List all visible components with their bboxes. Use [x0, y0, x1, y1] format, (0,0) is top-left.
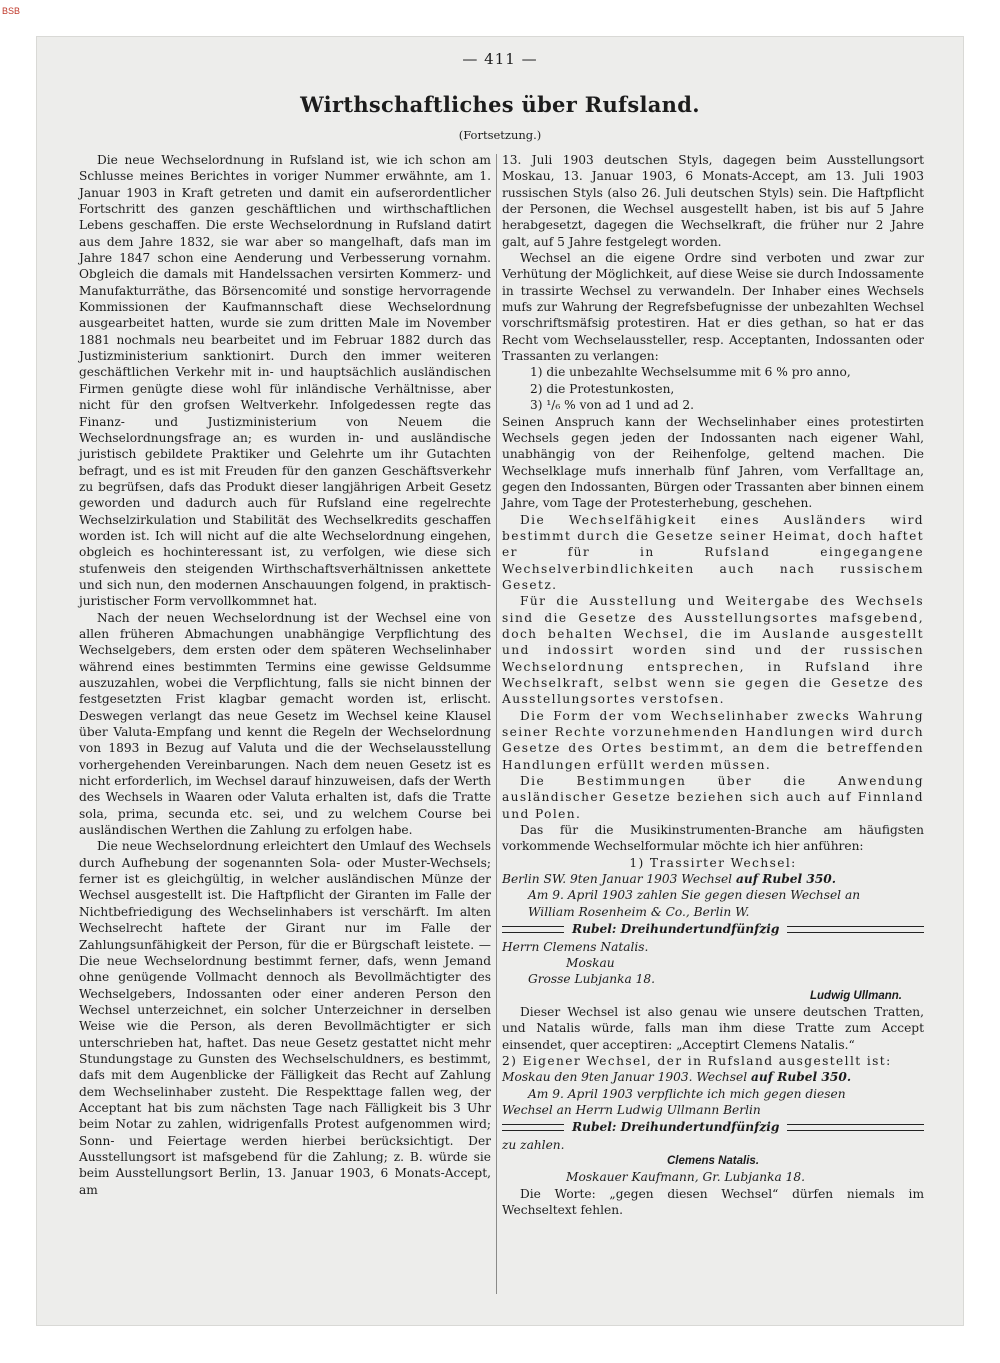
bill-line: [502, 1069, 924, 1085]
paragraph: Nach der neuen Wechselordnung ist der Wechsel eine von allen früheren Abmachungen unabhängige Verpflichtung des Wechselgebers, dem ersten oder dem späteren Wechselinhaber während eines bestimmten Termins eine gewisse Geldsumme auszuzahlen, wobei die Verpflichtung, falls sie nicht binnen der festgesetzten Frist klagbar gemacht worden ist, erlischt. Deswegen verlangt das neue Gesetz im Wechsel keine Klausel über Valuta-Empfang und kennt die Regeln der Wechselordnung von 1893 in Bezug auf Valuta und die der Wechselausstellung vorhergehenden Vereinbarungen. Nach dem neuen Gesetz ist es nicht erforderlich, im Wechsel darauf hinzuweisen, dafs der Werth des Wechsels in Waaren oder Valuta erhalten ist, dafs die Tratte sola, prima, secunda etc. sei, und zu welchem Course bei ausländischen Werthen die Zahlung zu erfolgen habe.: [79, 610, 491, 838]
bill-line: Am 9. April 1903 zahlen Sie gegen diesen Wechsel an: [528, 888, 861, 903]
column-divider: [496, 154, 497, 1294]
paragraph: Seinen Anspruch kann der Wechselinhaber eines protestirten Wechsels gegen jeden der Indossanten nach eigener Wahl, unabhängig von der Reihenfolge, geltend machen. Die Wechselklage mufs innerhalb fünf Jahren, vom Verfalltage an, gegen den Indossanten, Bürgen oder Trassanten aber binnen einem Jahre, vom Tage der Protesterhebung, geschehen.: [502, 414, 924, 511]
paragraph: 13. Juli 1903 deutschen Styls, dagegen beim Ausstellungsort Moskau, 13. Januar 1903, 6 Monats-Accept, am 13. Juli 1903 russischen Styls (also 26. Juli deutschen Styls) sein. Die Haftpflicht der Personen, die Wechsel ausgestellt haben, ist bis auf 5 Jahre herabgesetzt, dagegen die Wechselkraft, die früher nur 2 Jahre galt, auf 5 Jahre festgelegt worden.: [502, 153, 924, 249]
amount-in-words: [502, 921, 924, 937]
form-heading: 1) Trassirter Wechsel:: [629, 855, 797, 870]
paragraph-spaced: Die Bestimmungen über die Anwendung ausländischer Gesetze beziehen sich auch auf Finnland und Polen.: [502, 774, 924, 821]
bill-line: zu zahlen.: [502, 1137, 565, 1152]
bill-text: Berlin SW. 9ten Januar 1903 Wechsel: [502, 872, 733, 887]
article-subtitle: (Fortsetzung.): [458, 128, 542, 142]
paragraph: Das für die Musikinstrumenten-Branche am häufigsten vorkommende Wechselformular möchte ich hier anführen:: [502, 823, 924, 854]
right-column: [502, 152, 924, 1218]
scanned-page: [36, 36, 964, 1326]
bill-amount: auf Rubel 350.: [735, 872, 837, 887]
rule-right: [787, 1124, 924, 1131]
paragraph: Die neue Wechselordnung erleichtert den Umlauf des Wechsels durch Aufhebung der sogenannten Sola- oder Muster-Wechsels; ferner ist es gleichgültig, in welcher ausländischen Münze der Wechsel ausgestellt ist. Die Haftpflicht der Giranten im Falle der Nichtbefriedigung des Wechselinhabers ist verschärft. Im alten Wechselrecht haftete der Girant nur im Falle der Zahlungsunfähigkeit der Person, für die er Bürgschaft leistete. — Die neue Wechselordnung bestimmt ferner, dafs, wenn Jemand ohne genügende Vollmacht dennoch als Bevollmächtigter des Wechselgebers, Indossanten oder einer anderen Person den Wechsel unterzeichnet, ein solcher Unterzeichner in derselben Weise wie die Person, als deren Bevollmächtigter er sich unterschrieben hat, haftet. Das neue Gesetz gestattet nicht mehr Stundungstage zu Gunsten des Wechselschuldners, es bestimmt, dafs mit dem Augenblicke der Fälligkeit das Recht auf Zahlung dem Wechselinhaber zusteht. Die Respekttage fallen weg, der Acceptant hat bis zum nächsten Tage nach Fälligkeit bis 3 Uhr beim Notar zu zahlen, widrigenfalls Protest aufgenommen wird; Sonn- und Feiertage werden hierbei berücksichtigt. Der Ausstellungsort ist mafsgebend für die Zahlung; z. B. würde sie beim Ausstellungsort Berlin, 13. Januar 1903, 6 Monats-Accept, am: [79, 839, 491, 1197]
signature: Clemens Natalis.: [666, 1154, 760, 1167]
bill-line: Wechsel an Herrn Ludwig Ullmann Berlin: [502, 1102, 761, 1117]
bill-amount: auf Rubel 350.: [751, 1070, 852, 1085]
addressee-street: Grosse Lubjanka 18.: [528, 972, 656, 987]
rule-right: [787, 926, 924, 933]
bill-line: [502, 871, 924, 887]
paragraph-spaced: Die Form der vom Wechselinhaber zwecks Wahrung seiner Rechte vorzunehmenden Handlungen wird durch Gesetze des Ortes bestimmt, an dem die betreffenden Handlungen erfüllt werden müssen.: [502, 708, 924, 772]
paragraph: Die neue Wechselordnung in Rufsland ist, wie ich schon am Schlusse meines Berichtes in voriger Nummer erwähnte, am 1. Januar 1903 in Kraft getreten und damit ein aufserordentlicher Fortschritt des ganzen geschäftlichen und wirthschaftlichen Lebens geschaffen. Die erste Wechselordnung in Rufsland datirt aus dem Jahre 1832, sie war aber so mangelhaft, dafs man im Jahre 1847 schon eine Aenderung und Verbesserung vornahm. Obgleich die damals mit Handelssachen versirten Kommerz- und Manufakturräthe, das Börsencomité und sonstige hervorragende Kommissionen der Kaufmannschaft diese Wechselordnung ausgearbeitet hatten, wurde sie zum dritten Male im November 1881 nochmals neu bearbeitet und im Februar 1882 durch das Justizministerium sanktionirt. Durch den immer weiteren geschäftlichen Verkehr mit in- und hauptsächlich ausländischen Firmen genügte diese wohl für inländische Verhältnisse, aber nicht für den grofsen Weltverkehr. Infolgedessen regte das Finanz- und Justizministerium von Neuem die Wechselordnungsfrage an; es wurden in- und ausländische juristisch gebildete Praktiker und Gelehrte um ihr Gutachten befragt, und es ist mit Freuden für den ganzen Geschäftsverkehr zu begrüfsen, dafs das Produkt dieser langjährigen Arbeit Gesetz geworden und dadurch auch für Rufsland eine regelrechte Wechselzirkulation und Stabilität des Wechselkredits geschaffen worden ist. Ich will nicht auf die alte Wechselordnung eingehen, obgleich es hochinteressant ist, zu verfolgen, wie diese sich stufenweis den steigenden Wirthschaftsverhältnissen ankettete und sich nun, den modernen Anschauungen folgend, in praktisch-juristischer Form vervollkommnet hat.: [79, 153, 491, 609]
rule-left: [502, 1124, 564, 1131]
article-title: Wirthschaftliches über Rufsland.: [300, 92, 700, 117]
addressee: Herrn Clemens Natalis.: [502, 939, 649, 954]
bill-text: Moskau den 9ten Januar 1903. Wechsel: [502, 1070, 748, 1085]
paragraph: Wechsel an die eigene Ordre sind verboten und zwar zur Verhütung der Möglichkeit, auf diese Weise sie durch Indossamente in trassirte Wechsel zu verwandeln. Der Inhaber eines Wechsels mufs zur Wahrung der Regrefsbefugnisse der unbezahlten Wechsel vorschriftsmäfsig protestiren. Hat er dies gethan, so hat er das Recht vom Wechselaussteller, resp. Acceptanten, Indossanten oder Trassanten zu verlangen:: [502, 251, 924, 364]
paragraph: Dieser Wechsel ist also genau wie unsere deutschen Tratten, und Natalis würde, falls man ihm diese Tratte zum Accept einsendet, quer acceptiren: „Acceptirt Clemens Natalis.“: [502, 1004, 924, 1052]
amount-in-words: [502, 1119, 924, 1135]
amount-text: Rubel: Dreihundertundfünfzig: [572, 922, 780, 937]
form-heading: 2) Eigener Wechsel, der in Rufsland ausgestellt ist:: [502, 1053, 892, 1068]
amount-text: Rubel: Dreihundertundfünfzig: [572, 1120, 780, 1135]
bill-line: Am 9. April 1903 verpflichte ich mich gegen diesen: [528, 1086, 846, 1101]
addressee-city: Moskau: [566, 955, 615, 970]
list-item: 1) die unbezahlte Wechselsumme mit 6 % pro anno,: [530, 365, 851, 380]
paragraph-spaced: Für die Ausstellung und Weitergabe des Wechsels sind die Gesetze des Ausstellungsortes mafsgebend, doch behalten Wechsel, die im Auslande ausgestellt und indossirt worden sind und der russischen Wechselordnung entsprechen, in Rufsland ihre Wechselkraft, selbst wenn sie gegen die Gesetze des Ausstellungsortes verstofsen.: [502, 594, 924, 707]
rule-left: [502, 926, 564, 933]
paragraph-spaced: Die Wechselfähigkeit eines Ausländers wird bestimmt durch die Gesetze seiner Heimat, doch haftet er für in Rufsland eingegangene Wechselverbindlichkeiten auch nach russischem Gesetz.: [502, 512, 924, 592]
library-watermark: BSB: [2, 6, 21, 16]
paragraph: Die Worte: „gegen diesen Wechsel“ dürfen niemals im Wechseltext fehlen.: [502, 1186, 924, 1217]
signature-address: Moskauer Kaufmann, Gr. Lubjanka 18.: [566, 1170, 805, 1185]
left-column: [79, 152, 491, 1198]
page-number: — 411 —: [462, 50, 538, 68]
bill-line: William Rosenheim & Co., Berlin W.: [528, 904, 750, 919]
list-item: 3) ¹/₆ % von ad 1 und ad 2.: [530, 398, 695, 413]
signature: Ludwig Ullmann.: [810, 989, 902, 1002]
list-item: 2) die Protestunkosten,: [530, 381, 675, 396]
